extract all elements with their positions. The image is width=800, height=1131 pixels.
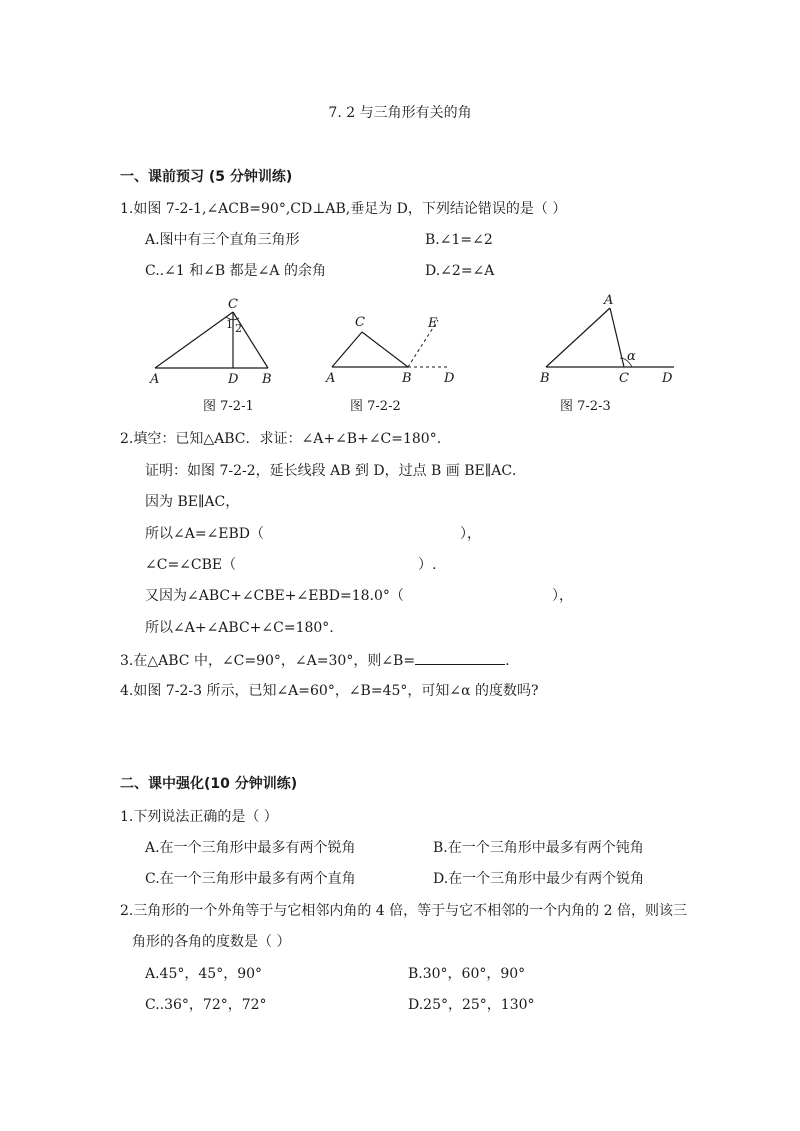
fig2-label-d: D [444, 371, 455, 386]
figure-7-2-1 [140, 292, 290, 392]
fig2-label-a: A [326, 371, 336, 386]
fig1-label-b: B [262, 372, 272, 387]
s2-q2-stem-line1: 2.三角形的一个外角等于与它相邻内角的 4 倍，等于与它不相邻的一个内角的 2 倍，则该三 [120, 903, 687, 919]
fig1-label-a: A [150, 372, 160, 387]
q2-line3-pre: 又因为∠ABC+∠CBE+∠EBD=18.0°（ [145, 588, 404, 604]
figure-7-2-1-caption: 图 7-2-1 [203, 399, 254, 414]
fig2-label-e: E [428, 316, 438, 331]
s2-q2-option-d: D.25°，25°，130° [408, 997, 535, 1013]
q3-text: 3.在△ABC 中，∠C=90°，∠A=30°，则∠B= [120, 653, 416, 669]
q3-line [120, 650, 510, 670]
q2-proof-intro: 证明：如图 7-2-2，延长线段 AB 到 D，过点 B 画 BE∥AC． [145, 463, 527, 479]
q1-option-c: C..∠1 和∠B 都是∠A 的余角 [145, 263, 326, 279]
fig1-label-c: C [228, 297, 238, 312]
s2-q2-stem-line2: 角形的各角的度数是（ ） [132, 934, 291, 950]
q1-option-b: B.∠1=∠2 [425, 232, 493, 248]
q2-line3-post: ）， [552, 588, 573, 604]
s2-q1-stem: 1.下列说法正确的是（ ） [120, 809, 278, 825]
figure-7-2-3-caption: 图 7-2-3 [560, 399, 611, 414]
s2-q1-option-c: C.在一个三角形中最多有两个直角 [145, 871, 356, 887]
q1-stem: 1.如图 7-2-1,∠ACB=90°,CD⊥AB,垂足为 D，下列结论错误的是（ ） [120, 201, 567, 217]
fig3-label-b: B [540, 371, 550, 386]
q2-because: 因为 BE∥AC， [145, 494, 240, 510]
s2-q1-option-d: D.在一个三角形中最少有两个锐角 [433, 871, 645, 887]
q2-line1-post: ）， [460, 526, 481, 542]
s2-q2-option-a: A.45°，45°，90° [145, 966, 263, 982]
fig1-label-angle2: 2 [235, 322, 242, 335]
q2-line2-pre: ∠C=∠CBE（ [145, 557, 237, 573]
s2-q2-option-b: B.30°，60°，90° [408, 966, 526, 982]
s2-q2-option-c: C..36°，72°，72° [145, 997, 267, 1013]
fig3-label-c: C [619, 371, 629, 386]
s2-q1-option-a: A.在一个三角形中最多有两个锐角 [145, 840, 356, 856]
q3-answer-blank[interactable] [415, 650, 505, 665]
page-title: 7. 2 与三角形有关的角 [328, 105, 472, 121]
fig1-label-angle1: 1 [226, 318, 233, 331]
figure-7-2-2 [320, 300, 470, 392]
q1-option-a: A.图中有三个直角三角形 [145, 232, 300, 248]
q3-end: . [505, 653, 510, 669]
q2-stem: 2.填空：已知△ABC．求证：∠A+∠B+∠C=180°. [120, 431, 442, 447]
s2-q1-option-b: B.在一个三角形中最多有两个钝角 [433, 840, 644, 856]
figure-7-2-2-caption: 图 7-2-2 [350, 399, 401, 414]
q1-option-d: D.∠2=∠A [425, 263, 495, 279]
fig2-label-c: C [355, 315, 365, 330]
figure-7-2-3 [532, 288, 682, 392]
fig2-label-b: B [402, 371, 412, 386]
section-1-heading: 一、课前预习 (5 分钟训练) [120, 169, 293, 185]
fig1-label-d: D [228, 372, 239, 387]
q2-line4: 所以∠A+∠ABC+∠C=180°. [145, 620, 334, 636]
section-2-heading: 二、课中强化(10 分钟训练) [120, 776, 298, 792]
fig3-label-d: D [662, 371, 673, 386]
q2-line2-post: ）. [418, 557, 437, 573]
fig3-label-a: A [604, 293, 614, 308]
fig3-label-alpha: α [627, 349, 636, 364]
q4-text: 4.如图 7-2-3 所示，已知∠A=60°，∠B=45°，可知∠α 的度数吗? [120, 683, 539, 699]
q2-line1-pre: 所以∠A=∠EBD（ [145, 526, 265, 542]
